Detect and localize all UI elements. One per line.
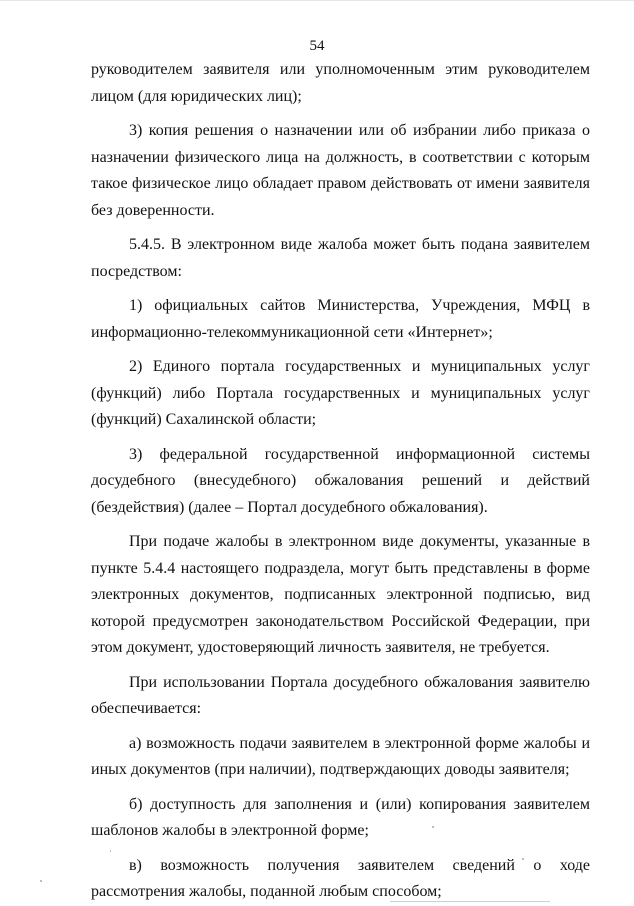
paragraph: в) возможность получения заявителем сведений о ходе рассмотрения жалобы, поданной любым способом; (91, 856, 590, 900)
paragraph: а) возможность подачи заявителем в электронной форме жалобы и иных документов (при наличии), подтверждающих доводы заявителя; (91, 734, 590, 778)
scan-dust-dot (40, 880, 42, 882)
paragraph: 5.4.5. В электронном виде жалоба может быть подана заявителем посредством: (91, 236, 590, 280)
page-number: 54 (309, 38, 325, 54)
paragraph: руководителем заявителя или уполномоченным этим руководителем лицом (для юридических лиц); (91, 61, 590, 105)
paragraph: При использовании Портала досудебного обжалования заявителю обеспечивается: (91, 673, 590, 717)
paragraph: 3) копия решения о назначении или об избрании либо приказа о назначении физического лица на должность, в соответствии с которым такое физическое лицо обладает правом действовать от имени заявителя без доверенности. (91, 122, 590, 219)
paragraph: б) доступность для заполнения и (или) копирования заявителем шаблонов жалобы в электронной форме; (91, 795, 590, 839)
paragraph: 3) федеральной государственной информационной системы досудебного (внесудебного) обжалования решений и действий (бездействия) (далее – Портал досудебного обжалования). (91, 445, 590, 516)
document-body (91, 57, 590, 906)
paragraph: 1) официальных сайтов Министерства, Учреждения, МФЦ в информационно-телекоммуникационной сети «Интернет»; (91, 297, 590, 341)
paragraph: 2) Единого портала государственных и муниципальных услуг (функций) либо Портала государственных и муниципальных услуг (функций) Сахалинской области; (91, 358, 590, 428)
scan-edge-mark-top (0, 0, 634, 1)
paragraph: При подаче жалобы в электронном виде документы, указанные в пункте 5.4.4 настоящего подраздела, могут быть представлены в форме электронных документов, подписанных электронной подписью, вид которой предусмотрен законодательством Российской Федерации, при этом документ, удостоверяющий личность заявителя, не требуется. (91, 533, 590, 656)
